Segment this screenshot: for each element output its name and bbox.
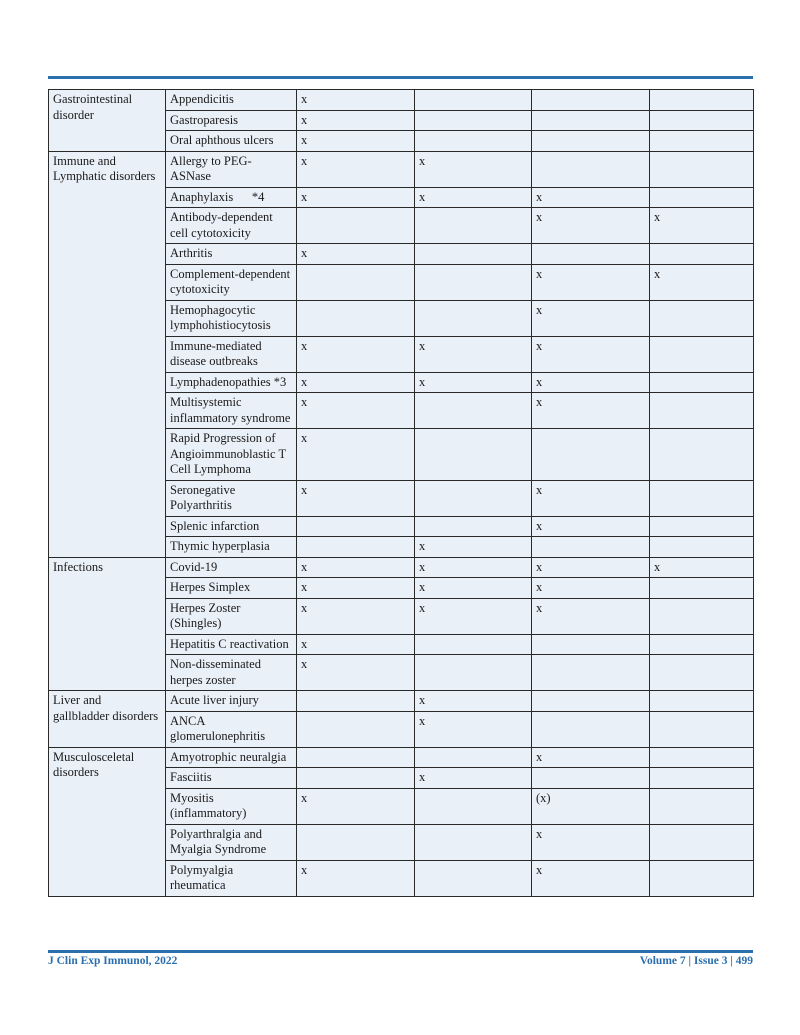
category-cell: Musculosceletal disorders bbox=[49, 747, 166, 896]
mark-cell bbox=[415, 788, 532, 824]
mark-cell: x bbox=[297, 110, 415, 131]
mark-cell bbox=[415, 516, 532, 537]
mark-cell bbox=[415, 208, 532, 244]
mark-cell: x bbox=[532, 208, 650, 244]
mark-cell bbox=[297, 768, 415, 789]
mark-cell bbox=[415, 429, 532, 481]
mark-cell bbox=[650, 300, 754, 336]
mark-cell bbox=[415, 634, 532, 655]
mark-cell: x bbox=[532, 264, 650, 300]
mark-cell bbox=[650, 747, 754, 768]
mark-cell: x bbox=[297, 860, 415, 896]
mark-cell bbox=[415, 90, 532, 111]
category-cell: Infections bbox=[49, 557, 166, 691]
mark-cell: x bbox=[415, 151, 532, 187]
condition-cell: Amyotrophic neuralgia bbox=[166, 747, 297, 768]
mark-cell: x bbox=[650, 557, 754, 578]
mark-cell: x bbox=[297, 187, 415, 208]
mark-cell bbox=[297, 537, 415, 558]
mark-cell: x bbox=[532, 557, 650, 578]
mark-cell bbox=[532, 429, 650, 481]
mark-cell bbox=[532, 131, 650, 152]
mark-cell: x bbox=[532, 578, 650, 599]
condition-cell: Covid-19 bbox=[166, 557, 297, 578]
condition-cell: Oral aphthous ulcers bbox=[166, 131, 297, 152]
mark-cell: x bbox=[297, 372, 415, 393]
mark-cell: x bbox=[532, 480, 650, 516]
mark-cell: x bbox=[415, 598, 532, 634]
mark-cell bbox=[650, 537, 754, 558]
category-cell: Immune and Lymphatic disorders bbox=[49, 151, 166, 557]
adverse-events-table bbox=[48, 89, 754, 897]
mark-cell bbox=[297, 824, 415, 860]
mark-cell bbox=[415, 655, 532, 691]
mark-cell bbox=[532, 90, 650, 111]
condition-cell: Arthritis bbox=[166, 244, 297, 265]
condition-cell: Acute liver injury bbox=[166, 691, 297, 712]
condition-cell: Gastroparesis bbox=[166, 110, 297, 131]
mark-cell: x bbox=[297, 90, 415, 111]
mark-cell: x bbox=[297, 480, 415, 516]
mark-cell: x bbox=[650, 264, 754, 300]
condition-cell: Herpes Zoster (Shingles) bbox=[166, 598, 297, 634]
mark-cell bbox=[415, 824, 532, 860]
mark-cell bbox=[532, 244, 650, 265]
table-row bbox=[49, 557, 754, 578]
mark-cell bbox=[650, 655, 754, 691]
mark-cell: x bbox=[532, 336, 650, 372]
mark-cell bbox=[415, 860, 532, 896]
mark-cell bbox=[532, 711, 650, 747]
mark-cell bbox=[650, 634, 754, 655]
mark-cell bbox=[650, 336, 754, 372]
condition-cell: Hepatitis C reactivation bbox=[166, 634, 297, 655]
condition-cell: Antibody-dependent cell cytotoxicity bbox=[166, 208, 297, 244]
condition-cell: Splenic infarction bbox=[166, 516, 297, 537]
mark-cell bbox=[532, 691, 650, 712]
mark-cell bbox=[650, 110, 754, 131]
condition-cell: Rapid Progression of Angioimmunoblastic T Cell Lymphoma bbox=[166, 429, 297, 481]
mark-cell bbox=[650, 372, 754, 393]
mark-cell: x bbox=[297, 634, 415, 655]
mark-cell bbox=[415, 110, 532, 131]
table-row bbox=[49, 747, 754, 768]
mark-cell bbox=[650, 393, 754, 429]
mark-cell bbox=[415, 747, 532, 768]
category-cell: Liver and gallbladder disorders bbox=[49, 691, 166, 748]
condition-cell: Appendicitis bbox=[166, 90, 297, 111]
mark-cell: x bbox=[297, 393, 415, 429]
mark-cell: x bbox=[297, 598, 415, 634]
mark-cell: x bbox=[415, 711, 532, 747]
mark-cell: x bbox=[297, 557, 415, 578]
table-row bbox=[49, 90, 754, 111]
mark-cell bbox=[415, 131, 532, 152]
condition-cell: Lymphadenopathies *3 bbox=[166, 372, 297, 393]
condition-cell: Polymyalgia rheumatica bbox=[166, 860, 297, 896]
mark-cell bbox=[415, 264, 532, 300]
mark-cell: x bbox=[532, 824, 650, 860]
condition-cell: Immune-mediated disease outbreaks bbox=[166, 336, 297, 372]
category-cell: Gastrointestinal disorder bbox=[49, 90, 166, 152]
mark-cell bbox=[650, 429, 754, 481]
mark-cell bbox=[297, 747, 415, 768]
mark-cell bbox=[415, 393, 532, 429]
mark-cell bbox=[297, 691, 415, 712]
mark-cell bbox=[297, 300, 415, 336]
mark-cell: x bbox=[532, 747, 650, 768]
mark-cell: x bbox=[532, 516, 650, 537]
mark-cell bbox=[532, 110, 650, 131]
condition-cell: Allergy to PEG-ASNase bbox=[166, 151, 297, 187]
mark-cell: x bbox=[415, 336, 532, 372]
mark-cell bbox=[297, 516, 415, 537]
mark-cell bbox=[650, 824, 754, 860]
mark-cell bbox=[532, 655, 650, 691]
mark-cell bbox=[415, 244, 532, 265]
mark-cell bbox=[650, 187, 754, 208]
condition-cell: Myositis (inflammatory) bbox=[166, 788, 297, 824]
mark-cell: x bbox=[532, 598, 650, 634]
mark-cell: x bbox=[415, 768, 532, 789]
mark-cell bbox=[650, 480, 754, 516]
table-row bbox=[49, 151, 754, 187]
mark-cell: x bbox=[297, 336, 415, 372]
mark-cell: x bbox=[297, 151, 415, 187]
mark-cell: x bbox=[532, 187, 650, 208]
mark-cell bbox=[532, 151, 650, 187]
mark-cell: (x) bbox=[532, 788, 650, 824]
condition-cell: Herpes Simplex bbox=[166, 578, 297, 599]
condition-cell: ANCA glomerulonephritis bbox=[166, 711, 297, 747]
mark-cell bbox=[650, 860, 754, 896]
mark-cell: x bbox=[532, 372, 650, 393]
mark-cell: x bbox=[297, 244, 415, 265]
condition-cell: Hemophagocytic lymphohistiocytosis bbox=[166, 300, 297, 336]
mark-cell: x bbox=[297, 655, 415, 691]
mark-cell: x bbox=[297, 788, 415, 824]
condition-cell: Anaphylaxis *4 bbox=[166, 187, 297, 208]
mark-cell bbox=[415, 300, 532, 336]
condition-cell: Polyarthralgia and Myalgia Syndrome bbox=[166, 824, 297, 860]
mark-cell: x bbox=[650, 208, 754, 244]
mark-cell: x bbox=[415, 537, 532, 558]
journal-citation: J Clin Exp Immunol, 2022 bbox=[48, 955, 178, 967]
mark-cell: x bbox=[532, 860, 650, 896]
mark-cell bbox=[297, 711, 415, 747]
condition-cell: Fasciitis bbox=[166, 768, 297, 789]
mark-cell: x bbox=[415, 557, 532, 578]
mark-cell bbox=[650, 90, 754, 111]
mark-cell bbox=[297, 264, 415, 300]
mark-cell bbox=[650, 151, 754, 187]
mark-cell bbox=[650, 578, 754, 599]
mark-cell: x bbox=[415, 578, 532, 599]
mark-cell: x bbox=[532, 393, 650, 429]
mark-cell bbox=[650, 598, 754, 634]
mark-cell bbox=[415, 480, 532, 516]
mark-cell: x bbox=[415, 372, 532, 393]
mark-cell: x bbox=[532, 300, 650, 336]
footer-rule bbox=[48, 950, 753, 953]
mark-cell bbox=[650, 131, 754, 152]
mark-cell: x bbox=[297, 429, 415, 481]
condition-cell: Seronegative Polyarthritis bbox=[166, 480, 297, 516]
mark-cell bbox=[650, 516, 754, 537]
condition-cell: Multisystemic inflammatory syndrome bbox=[166, 393, 297, 429]
mark-cell: x bbox=[415, 691, 532, 712]
mark-cell: x bbox=[297, 578, 415, 599]
header-rule bbox=[48, 76, 753, 79]
mark-cell bbox=[650, 244, 754, 265]
condition-cell: Thymic hyperplasia bbox=[166, 537, 297, 558]
mark-cell: x bbox=[297, 131, 415, 152]
mark-cell: x bbox=[415, 187, 532, 208]
mark-cell bbox=[532, 768, 650, 789]
mark-cell bbox=[650, 788, 754, 824]
mark-cell bbox=[532, 634, 650, 655]
mark-cell bbox=[650, 691, 754, 712]
mark-cell bbox=[650, 768, 754, 789]
condition-cell: Non-disseminated herpes zoster bbox=[166, 655, 297, 691]
condition-cell: Complement-dependent cytotoxicity bbox=[166, 264, 297, 300]
mark-cell bbox=[297, 208, 415, 244]
table-row bbox=[49, 691, 754, 712]
mark-cell bbox=[532, 537, 650, 558]
volume-issue-page: Volume 7 | Issue 3 | 499 bbox=[639, 955, 753, 967]
mark-cell bbox=[650, 711, 754, 747]
